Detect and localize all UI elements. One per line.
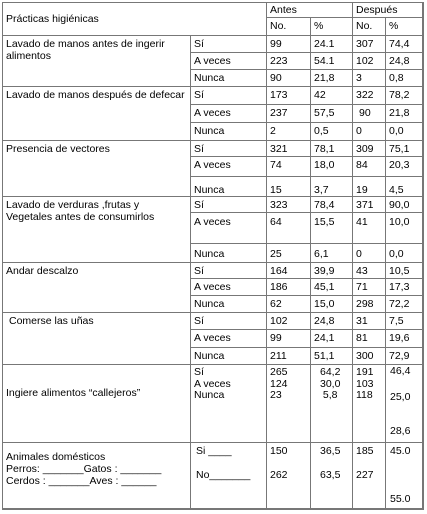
despues-no-cell: 298 (353, 296, 386, 313)
pets-despues-no-no: 227 (356, 469, 374, 481)
despues-pct-cell: 10,0 (386, 213, 423, 244)
pets-antes-pct-cell (311, 443, 353, 509)
antes-pct-cell: 24.1 (311, 36, 353, 53)
antes-pct-cell: 39,9 (311, 263, 353, 279)
despues-no-cell: 309 (353, 141, 386, 157)
pets-antes-no-cell (267, 443, 311, 509)
antes-no-cell: 62 (267, 296, 311, 313)
antes-no-cell: 223 (267, 53, 311, 70)
category-cell: A veces (191, 105, 267, 123)
pets-antes-pct-si: 36,5 (320, 445, 341, 457)
category-cell: Sí A veces Nunca (191, 365, 267, 443)
antes-pct-cell: 15,5 (311, 213, 353, 244)
despues-pct-header: % (386, 18, 423, 36)
antes-no-cell: 25 (267, 244, 311, 263)
antes-pct-cell: 57,5 (311, 105, 353, 123)
category-cell: Sí (191, 87, 267, 105)
despues-pct-cell: 90,0 (386, 197, 423, 213)
despues-pct-cell: 10,5 (386, 263, 423, 279)
pets-despues-no-cell (353, 443, 386, 509)
category-cell: Nunca (191, 177, 267, 197)
antes-no-cell: 15 (267, 177, 311, 197)
antes-no-cell: 211 (267, 348, 311, 365)
category-cell: A veces (191, 279, 267, 296)
pets-despues-pct-no: 55.0 (390, 493, 411, 505)
practice-label: Presencia de vectores (3, 141, 191, 197)
despues-no-cell: 71 (353, 279, 386, 296)
despues-pct-cell: 4,5 (386, 177, 423, 197)
despues-pct-cell: 19,6 (386, 330, 423, 348)
practice-label: Lavado de verduras ,frutas y Vegetales antes de consumirlos (3, 197, 191, 263)
despues-no-cell: 322 (353, 87, 386, 105)
practice-header: Prácticas higiénicas (3, 3, 267, 36)
despues-no-cell: 0 (353, 244, 386, 263)
category-cell: Nunca (191, 123, 267, 141)
antes-no-cell: 102 (267, 313, 311, 330)
antes-no-header: No. (267, 18, 311, 36)
antes-no-cell: 323 (267, 197, 311, 213)
antes-no-cell: 237 (267, 105, 311, 123)
pets-si-label: Si ____ (196, 445, 232, 457)
antes-no-cell: 99 (267, 330, 311, 348)
pets-practice-cell (3, 443, 191, 509)
despues-pct-cell: 74,4 (386, 36, 423, 53)
despues-no-cell: 307 (353, 36, 386, 53)
despues-pct-cell: 20,3 (386, 157, 423, 177)
pets-despues-no-si: 185 (356, 445, 374, 457)
despues-pct-cell: 75,1 (386, 141, 423, 157)
practice-label: Ingiere alimentos “callejeros” (3, 365, 191, 443)
despues-pct-cell: 72,9 (386, 348, 423, 365)
antes-pct-cell: 15,0 (311, 296, 353, 313)
antes-no-cell: 2 (267, 123, 311, 141)
despues-pct-cell: 72,2 (386, 296, 423, 313)
despues-no-cell: 371 (353, 197, 386, 213)
category-cell: Sí (191, 36, 267, 53)
despues-pct-cell: 21,8 (386, 105, 423, 123)
antes-no-cell: 99 (267, 36, 311, 53)
pets-antes-no-si: 150 (270, 445, 288, 457)
antes-no-cell: 321 (267, 141, 311, 157)
pets-pig-bird-line: Cerdos : _______Aves : ______ (6, 475, 157, 487)
despues-header: Después (353, 3, 423, 18)
despues-no-cell: 81 (353, 330, 386, 348)
antes-no-cell: 74 (267, 157, 311, 177)
antes-pct-header: % (311, 18, 353, 36)
hygiene-practices-table (2, 2, 424, 510)
antes-pct-cell: 78,4 (311, 197, 353, 213)
despues-no-cell: 84 (353, 157, 386, 177)
antes-no-cell: 173 (267, 87, 311, 105)
despues-pct-cell: 7,5 (386, 313, 423, 330)
category-cell: Nunca (191, 296, 267, 313)
despues-no-cell: 90 (353, 105, 386, 123)
despues-no-cell: 0 (353, 123, 386, 141)
antes-pct-cell: 21,8 (311, 70, 353, 87)
pets-antes-no-no: 262 (270, 469, 288, 481)
despues-no-cell: 41 (353, 213, 386, 244)
despues-pct-cell: 0,0 (386, 244, 423, 263)
antes-pct-cell: 54.1 (311, 53, 353, 70)
despues-pct-cell: 78,2 (386, 87, 423, 105)
antes-pct-cell: 51,1 (311, 348, 353, 365)
practice-label: Comerse las uñas (3, 313, 191, 365)
antes-pct-cell: 78,1 (311, 141, 353, 157)
despues-no-cell: 3 (353, 70, 386, 87)
antes-pct-cell: 24,1 (311, 330, 353, 348)
category-cell: Nunca (191, 244, 267, 263)
practice-label: Lavado de manos después de defecar (3, 87, 191, 141)
category-cell: A veces (191, 330, 267, 348)
antes-no-cell: 164 (267, 263, 311, 279)
despues-no-cell: 19 (353, 177, 386, 197)
category-cell: A veces (191, 157, 267, 177)
practice-label: Andar descalzo (3, 263, 191, 313)
despues-no-cell: 31 (353, 313, 386, 330)
practice-label: Lavado de manos antes de ingerir alimentos (3, 36, 191, 87)
category-cell: Sí (191, 263, 267, 279)
despues-pct-cell: 0,8 (386, 70, 423, 87)
antes-pct-cell: 6,1 (311, 244, 353, 263)
category-cell: Sí (191, 313, 267, 330)
pets-no-label: No_______ (196, 469, 251, 481)
despues-no-cell: 191 103 118 (353, 365, 386, 443)
antes-no-cell: 186 (267, 279, 311, 296)
antes-pct-cell: 3,7 (311, 177, 353, 197)
category-cell: Nunca (191, 348, 267, 365)
antes-no-cell: 90 (267, 70, 311, 87)
category-cell: Sí (191, 141, 267, 157)
antes-pct-cell: 18,0 (311, 157, 353, 177)
antes-pct-cell: 64,2 30,0 5,8 (311, 365, 353, 443)
pets-antes-pct-no: 63,5 (320, 469, 341, 481)
category-cell: A veces (191, 213, 267, 244)
antes-pct-cell: 42 (311, 87, 353, 105)
pets-title: Animales domésticos (6, 451, 106, 463)
antes-pct-cell: 24,8 (311, 313, 353, 330)
category-cell: A veces (191, 53, 267, 70)
despues-no-cell: 102 (353, 53, 386, 70)
antes-pct-cell: 0,5 (311, 123, 353, 141)
despues-pct-cell: 24,8 (386, 53, 423, 70)
antes-no-cell: 64 (267, 213, 311, 244)
category-cell: Sí (191, 197, 267, 213)
antes-pct-cell: 45,1 (311, 279, 353, 296)
pets-dog-cat-line: Perros: _______Gatos : _______ (6, 463, 162, 475)
despues-pct-cell: 0,0 (386, 123, 423, 141)
despues-no-cell: 300 (353, 348, 386, 365)
antes-header: Antes (267, 3, 353, 18)
pets-despues-pct-si: 45.0 (390, 445, 411, 457)
despues-pct-cell: 46,4 25,0 28,6 (386, 365, 423, 443)
despues-no-header: No. (353, 18, 386, 36)
pets-despues-pct-cell (386, 443, 423, 509)
despues-no-cell: 43 (353, 263, 386, 279)
category-cell: Nunca (191, 70, 267, 87)
despues-pct-cell: 17,3 (386, 279, 423, 296)
antes-no-cell: 265 124 23 (267, 365, 311, 443)
pets-category-cell (191, 443, 267, 509)
